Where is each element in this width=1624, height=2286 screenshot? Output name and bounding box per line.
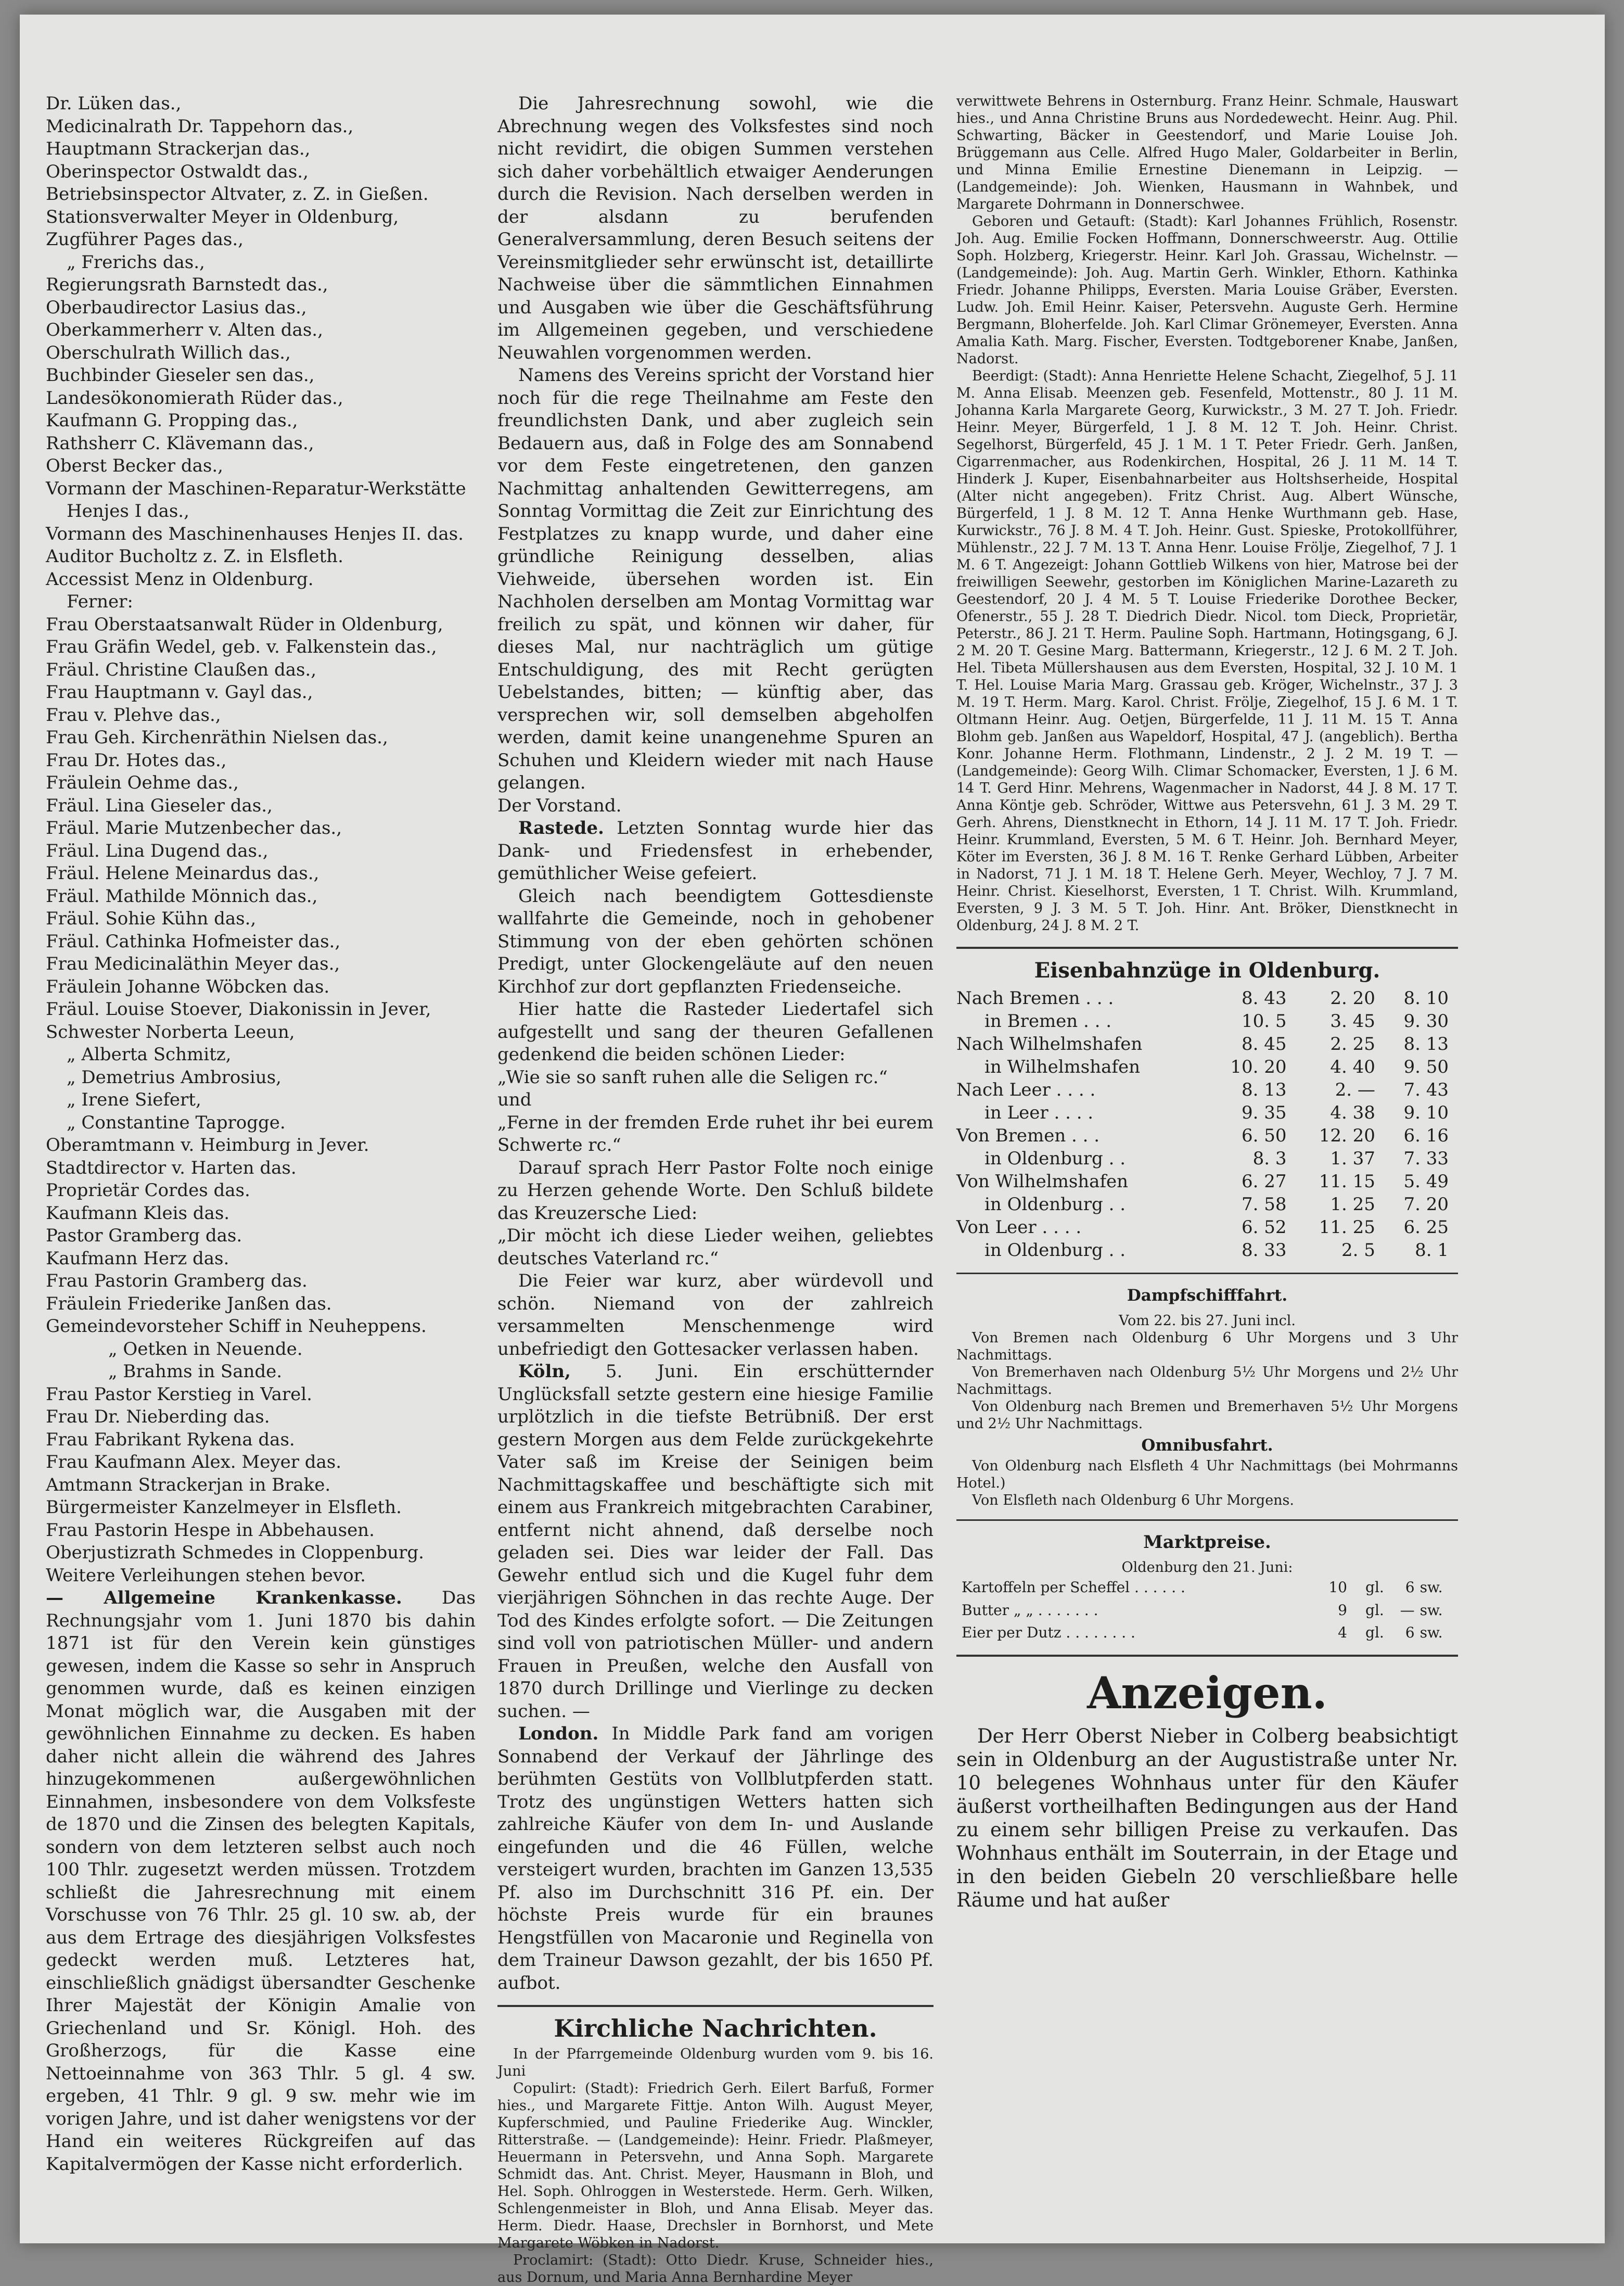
timetable-row xyxy=(956,1239,1458,1262)
time-cell: 5. 49 xyxy=(1403,1171,1449,1192)
list-item: Accessist Menz in Oldenburg. xyxy=(46,568,314,590)
price-unit: gl. xyxy=(1365,1579,1384,1596)
rastede-article xyxy=(497,817,934,885)
time-cell: 8. 13 xyxy=(1242,1079,1287,1100)
column-1 xyxy=(46,93,476,2176)
time-cell: 11. 25 xyxy=(1319,1216,1375,1238)
list-item: Kaufmann Herz das. xyxy=(46,1248,229,1269)
list-item: Oberkammerherr v. Alten das., xyxy=(46,320,323,340)
list-item: Frau Medicinaläthin Meyer das., xyxy=(46,954,340,974)
list-item: „ Brahms in Sande. xyxy=(108,1361,283,1382)
time-cell: 6. 50 xyxy=(1242,1125,1287,1146)
ads-title: Anzeigen. xyxy=(1087,1667,1327,1719)
price-value: 9 xyxy=(1338,1601,1347,1619)
column-2 xyxy=(497,93,934,2286)
timetable-row xyxy=(956,1102,1458,1125)
list-item: Rathsherr C. Klävemann das., xyxy=(46,433,314,454)
list-item: Fräul. Mathilde Mönnich das., xyxy=(46,885,318,907)
station-label: Nach Wilhelmshafen xyxy=(956,1033,1143,1055)
price-value: 6 xyxy=(1405,1624,1415,1641)
station-label: in Oldenburg . . xyxy=(984,1193,1126,1215)
article-heading: London. xyxy=(518,1723,599,1744)
list-item: Dr. Lüken das., xyxy=(46,93,182,114)
divider xyxy=(956,1655,1458,1657)
time-cell: 11. 15 xyxy=(1319,1171,1375,1192)
krankenkasse-article xyxy=(46,1587,476,2176)
schedule-line: Von Oldenburg nach Bremen und Bremerhaven 5½ Uhr Morgens und 2½ Uhr Nachmittags. xyxy=(956,1399,1458,1432)
song-quote: „Ferne in der fremden Erde ruhet ihr bei eurem Schwerte rc.“ xyxy=(497,1112,934,1155)
list-item: Schwester Norberta Leeun, xyxy=(46,1021,295,1043)
list-item: Weitere Verleihungen stehen bevor. xyxy=(46,1565,366,1586)
price-unit: gl. xyxy=(1365,1601,1384,1619)
divider xyxy=(956,1273,1458,1274)
market-row xyxy=(956,1621,1458,1644)
schedule-line: Von Elsfleth nach Oldenburg 6 Uhr Morgens. xyxy=(972,1492,1294,1508)
time-cell: 8. 10 xyxy=(1403,987,1449,1009)
time-cell: 7. 20 xyxy=(1403,1193,1449,1215)
list-item: Fräul. Sohie Kühn das., xyxy=(46,908,257,929)
time-cell: 7. 43 xyxy=(1403,1079,1449,1100)
article-body: 5. Juni. Ein erschütternder Unglücksfall setzte gestern eine hiesige Familie urplötzlich in die tiefste Betrübniß. Der erst gestern Morgen aus dem Felde zurückgekehrte Vater saß im Kreise der Seinigen beim Nachmittagskaffee und beschäftigte sich mit einem aus Frankreich mitgebrachten Carabiner, entfernt nicht ahnend, daß derselbe noch geladen sei. Dies war leider der Fall. Das Gewehr entlud sich und die Kugel fuhr dem vierjährigen Söhnchen in das rechte Auge. Der Tod des Kindes erfolgte sofort. — Die Zeitungen sind voll von patriotischen Müller- und andern Frauen in Preußen, welche den Ausfall von 1870 durch Drillinge und Vierlinge zu decken suchen. — xyxy=(497,1361,934,1722)
time-cell: 2. 5 xyxy=(1341,1239,1375,1261)
time-cell: 9. 50 xyxy=(1403,1056,1449,1077)
church-news-continued xyxy=(956,93,1458,934)
paragraph: Proclamirt: (Stadt): Otto Diedr. Kruse, Schneider hies., aus Dornum, und Maria Anna Bernhardine Meyer xyxy=(497,2252,934,2285)
price-unit: sw. xyxy=(1420,1579,1443,1596)
market-prices xyxy=(956,1576,1458,1644)
list-item: Frau Pastorin Hespe in Abbehausen. xyxy=(46,1519,375,1541)
price-unit: sw. xyxy=(1420,1624,1443,1641)
song-quote: „Wie sie so sanft ruhen alle die Seligen rc.“ xyxy=(497,1066,888,1088)
list-item: Fräul. Marie Mutzenbecher das., xyxy=(46,818,342,839)
list-item: Oberamtmann v. Heimburg in Jever. xyxy=(46,1135,369,1155)
time-cell: 7. 58 xyxy=(1242,1193,1287,1215)
list-item: Frau v. Plehve das., xyxy=(46,704,221,726)
omnibus-schedule xyxy=(956,1457,1458,1509)
list-item: Fräulein Oehme das., xyxy=(46,772,239,793)
station-label: Von Wilhelmshafen xyxy=(956,1171,1129,1192)
list-item: Oberbaudirector Lasius das., xyxy=(46,297,307,318)
time-cell: 9. 10 xyxy=(1403,1102,1449,1123)
list-item: Bürgermeister Kanzelmeyer in Elsfleth. xyxy=(46,1497,402,1518)
station-label: Nach Bremen . . . xyxy=(956,987,1114,1009)
conjunction: und xyxy=(497,1089,532,1110)
time-cell: 8. 1 xyxy=(1415,1239,1449,1261)
timetable-row xyxy=(956,1079,1458,1102)
station-label: in Oldenburg . . xyxy=(984,1148,1126,1169)
list-item: Kaufmann Kleis das. xyxy=(46,1202,230,1224)
time-cell: 8. 3 xyxy=(1252,1148,1287,1169)
list-item: Frau Dr. Nieberding das. xyxy=(46,1406,270,1427)
station-label: in Oldenburg . . xyxy=(984,1239,1126,1261)
paragraph: Hier hatte die Rasteder Liedertafel sich aufgestellt und sang der theuren Gefallenen gedenkend die beiden schönen Lieder: xyxy=(497,999,934,1065)
price-item: Kartoffeln per Scheffel . . . . . . xyxy=(962,1579,1185,1596)
section-title: Omnibusfahrt. xyxy=(1141,1436,1273,1455)
section-title: Kirchliche Nachrichten. xyxy=(554,2014,877,2042)
column-3 xyxy=(956,93,1458,1912)
station-label: Nach Leer . . . . xyxy=(956,1079,1096,1100)
time-cell: 2. 20 xyxy=(1330,987,1375,1009)
article-heading: — Allgemeine Krankenkasse. xyxy=(46,1588,402,1608)
list-item: Fräulein Friederike Janßen das. xyxy=(46,1293,332,1314)
time-cell: 8. 43 xyxy=(1242,987,1287,1009)
station-label: in Wilhelmshafen xyxy=(984,1056,1141,1077)
station-label: in Leer . . . . xyxy=(984,1102,1094,1123)
article-body: Das Rechnungsjahr vom 1. Juni 1870 bis dahin 1871 ist für den Verein kein günstiges gewesen, indem die Kasse so sehr in Anspruch genommen wurde, daß es keinen einzigen Monat möglich war, die Ausgaben mit der gewöhnlichen Einnahme zu decken. Es haben daher nicht allein die während des Jahres hinzugekommenen außergewöhnlichen Einnahmen, insbesondere von dem Volksfeste de 1870 und die Zinsen des belegten Kapitals, sondern von dem letzteren selbst auch noch 100 Thlr. zugesetzt werden müssen. Trotzdem schließt die Jahresrechnung mit einem Vorschusse von 76 Thlr. 25 gl. 10 sw. ab, der aus dem Ertrage des diesjährigen Volksfestes gedeckt werden muß. Letzteres hat, einschließlich gnädigst übersandter Geschenke Ihrer Majestät der Königin Amalie von Griechenland und Sr. Königl. Hoh. des Großherzogs, für die Kasse eine Nettoeinnahme von 363 Thlr. 5 gl. 4 sw. ergeben, 41 Thlr. 9 gl. 9 sw. mehr wie im vorigen Jahre, und ist daher wenigstens vor der Hand ein weiteres Rückgreifen auf das Kapitalvermögen der Kasse nicht erforderlich. xyxy=(46,1588,476,2175)
list-item: Fräul. Louise Stoever, Diakonissin in Jever, xyxy=(46,999,431,1020)
list-item: Frau Pastor Kerstieg in Varel. xyxy=(46,1383,312,1405)
market-date: Oldenburg den 21. Juni: xyxy=(1121,1559,1293,1576)
paragraph: verwittwete Behrens in Osternburg. Franz Heinr. Schmale, Hauswart hies., und Anna Christine Bruns aus Nordedewecht. Heinr. Aug. Phil. Schwarting, Bäcker in Geestendorf, und Marie Louise Joh. Brüggemann aus Celle. Alfred Hugo Maler, Goldarbeiter in Berlin, und Minna Emilie Ernestine Dienemann in Leipzig. — (Landgemeinde): Joh. Wienken, Hausmann in Wahnbek, und Margarete Dohrmann in Donnerschwee. xyxy=(956,93,1458,212)
ad-text: Der Herr Oberst Nieber in Colberg beabsichtigt sein in Oldenburg an der Augustistraße unter Nr. 10 belegenes Wohnhaus unter für den Käufer äußerst vortheilhaften Bedingungen aus der Hand zu einem sehr billigen Preise zu verkaufen. Das Wohnhaus enthält im Souterrain, in der Etage und in den beiden Giebeln 20 verschließbare helle Räume und hat außer xyxy=(956,1724,1458,1911)
newspaper-page xyxy=(20,15,1605,2285)
list-item: Fräul. Lina Dugend das., xyxy=(46,840,268,861)
schedule-line: Von Bremerhaven nach Oldenburg 5½ Uhr Morgens und 2½ Uhr Nachmittags. xyxy=(956,1364,1458,1398)
time-cell: 4. 40 xyxy=(1330,1056,1375,1077)
list-item: Gemeindevorsteher Schiff in Neuheppens. xyxy=(46,1316,427,1337)
list-item: Frau Kaufmann Alex. Meyer das. xyxy=(46,1452,342,1472)
time-cell: 1. 37 xyxy=(1330,1148,1375,1169)
list-item: Oberschulrath Willich das., xyxy=(46,342,291,363)
timetable-row xyxy=(956,1010,1458,1033)
list-item: „ Constantine Taprogge. xyxy=(67,1112,286,1133)
section-title: Marktpreise. xyxy=(1143,1531,1271,1553)
price-value: 6 xyxy=(1405,1579,1415,1596)
time-cell: 2. 25 xyxy=(1330,1033,1375,1055)
timetable-row xyxy=(956,1171,1458,1193)
time-cell: 12. 20 xyxy=(1319,1125,1375,1146)
list-item: Stationsverwalter Meyer in Oldenburg, xyxy=(46,206,399,227)
station-label: Von Leer . . . . xyxy=(956,1216,1082,1238)
divider xyxy=(956,1519,1458,1521)
price-value: — xyxy=(1400,1601,1415,1619)
london-article xyxy=(497,1723,934,1995)
list-item: Pastor Gramberg das. xyxy=(46,1225,242,1246)
schedule-line: Von Oldenburg nach Elsfleth 4 Uhr Nachmittags (bei Mohrmanns Hotel.) xyxy=(956,1457,1458,1491)
paragraph: In der Pfarrgemeinde Oldenburg wurden vom 9. bis 16. Juni xyxy=(497,2046,934,2079)
time-cell: 8. 13 xyxy=(1403,1033,1449,1055)
honours-list xyxy=(46,93,476,1587)
list-item: Frau Geh. Kirchenräthin Nielsen das., xyxy=(46,727,388,748)
time-cell: 2. — xyxy=(1335,1079,1375,1100)
koeln-article xyxy=(497,1361,934,1723)
divider xyxy=(497,2005,934,2007)
time-cell: 9. 35 xyxy=(1242,1102,1287,1123)
list-item: Vormann des Maschinenhauses Henjes II. das. xyxy=(46,523,464,544)
section-title: Dampfschifffahrt. xyxy=(1127,1286,1288,1305)
list-item: Kaufmann G. Propping das., xyxy=(46,410,298,431)
list-item: „ Demetrius Ambrosius, xyxy=(67,1066,282,1088)
section-title: Eisenbahnzüge in Oldenburg. xyxy=(1034,958,1380,983)
price-value: 10 xyxy=(1328,1579,1347,1596)
timetable-row xyxy=(956,1033,1458,1056)
list-item: Frau Hauptmann v. Gayl das., xyxy=(46,682,313,703)
paragraph: Copulirt: (Stadt): Friedrich Gerh. Eilert Barfuß, Former hies., und Margarete Fittje. Anton Wilh. August Meyer, Kupferschmied, und Pauline Friederike Aug. Winckler, Ritterstraße. — (Landgemeinde): Heinr. Friedr. Plaßmeyer, Heuermann in Petersvehn, und Anna Soph. Margarete Schmidt das. Ant. Christ. Meyer, Hausmann in Bloh, und Hel. Soph. Ohlroggen in Westerstede. Herm. Gerh. Wilken, Schlengenmeister in Bloh, und Anna Elisab. Meyer das. Herm. Diedr. Haase, Drechsler in Bornhorst, und Mete Margarete Wöbken in Nadorst. xyxy=(497,2080,934,2251)
list-item: Oberinspector Ostwaldt das., xyxy=(46,161,309,182)
list-item: Vormann der Maschinen-Reparatur-Werkstätte xyxy=(46,478,466,499)
church-news xyxy=(497,2046,934,2286)
time-cell: 6. 52 xyxy=(1242,1216,1287,1238)
time-cell: 10. 20 xyxy=(1230,1056,1287,1077)
list-item: Frau Dr. Hotes das., xyxy=(46,750,227,771)
song-quote: „Dir möcht ich diese Lieder weihen, geliebtes deutsches Vaterland rc.“ xyxy=(497,1225,934,1269)
steamship-schedule xyxy=(956,1329,1458,1432)
list-item: Medicinalrath Dr. Tappehorn das., xyxy=(46,116,354,137)
list-item: Zugführer Pages das., xyxy=(46,229,244,250)
schedule-line: Von Bremen nach Oldenburg 6 Uhr Morgens und 3 Uhr Nachmittags. xyxy=(956,1330,1458,1363)
list-item: Proprietär Cordes das. xyxy=(46,1180,250,1201)
time-cell: 6. 27 xyxy=(1242,1171,1287,1192)
time-cell: 4. 38 xyxy=(1330,1102,1375,1123)
time-cell: 6. 25 xyxy=(1403,1216,1449,1238)
timetable-row xyxy=(956,987,1458,1010)
list-item: „ Frerichs das., xyxy=(67,251,205,273)
article-heading: Köln, xyxy=(518,1361,571,1382)
railway-timetable xyxy=(956,987,1458,1262)
list-item: Auditor Bucholtz z. Z. in Elsfleth. xyxy=(46,546,343,567)
market-row xyxy=(956,1576,1458,1599)
date-range: Vom 22. bis 27. Juni incl. xyxy=(1118,1313,1296,1329)
list-item: Oberst Becker das., xyxy=(46,455,223,476)
price-item: Eier per Dutz . . . . . . . . xyxy=(962,1624,1135,1641)
paragraph: Darauf sprach Herr Pastor Folte noch einige zu Herzen gehende Worte. Den Schluß bildete das Kreuzersche Lied: xyxy=(497,1157,934,1224)
station-label: in Bremen . . . xyxy=(984,1010,1112,1032)
time-cell: 3. 45 xyxy=(1330,1010,1375,1032)
list-item: Buchbinder Gieseler sen das., xyxy=(46,365,315,386)
list-item: Stadtdirector v. Harten das. xyxy=(46,1157,297,1178)
time-cell: 10. 5 xyxy=(1242,1010,1287,1032)
list-item: Ferner: xyxy=(67,591,133,612)
paragraph: Die Jahresrechnung sowohl, wie die Abrechnung wegen des Volksfestes sind noch nicht revidirt, die obigen Summen verstehen sich daher vorbehältlich etwaiger Aenderungen durch die Revision. Nach derselben werden in der alsdann zu berufenden Generalversammlung, deren Besuch seitens der Vereinsmitglieder sehr erwünscht ist, detaillirte Nachweise über die sämmtlichen Einnahmen und Ausgaben wie über die Geschäftsführung im Allgemeinen gegeben, und verschiedene Neuwahlen vorgenommen werden. xyxy=(497,93,934,363)
article-body: In Middle Park fand am vorigen Sonnabend der Verkauf der Jährlinge des berühmten Gestüts von Vollblutpferden statt. Trotz des ungünstigen Wetters hatten sich zahlreiche Käufer von dem In- und Auslande eingefunden und die 46 Füllen, welche versteigert wurden, brachten im Ganzen 13,535 Pf. also im Durchschnitt 316 Pf. ein. Der höchste Preis wurde für ein braunes Hengstfüllen von Macaronie und Reginella von dem Traineur Dawson gezahlt, der bis 1650 Pf. aufbot. xyxy=(497,1723,934,1993)
time-cell: 1. 25 xyxy=(1330,1193,1375,1215)
list-item: Fräul. Lina Gieseler das., xyxy=(46,795,273,816)
list-item: Landesökonomierath Rüder das., xyxy=(46,387,343,409)
time-cell: 8. 45 xyxy=(1242,1033,1287,1055)
list-item: Fräulein Johanne Wöbcken das. xyxy=(46,976,330,997)
list-item: „ Irene Siefert, xyxy=(67,1089,201,1110)
timetable-row xyxy=(956,1216,1458,1239)
station-label: Von Bremen . . . xyxy=(956,1125,1100,1146)
timetable-row xyxy=(956,1148,1458,1171)
paragraph: Geboren und Getauft: (Stadt): Karl Johannes Frühlich, Rosenstr. Joh. Aug. Emilie Focken Hoffmann, Donnerschweerstr. Aug. Ottilie Soph. Holzberg, Kriegerstr. Heinr. Karl Joh. Grassau, Wichelnstr. — (Landgemeinde): Joh. Aug. Martin Gerh. Winkler, Ethorn. Kathinka Friedr. Johanne Philipps, Eversten. Maria Louise Gräber, Eversten. Ludw. Joh. Emil Heinr. Kaiser, Petersvehn. Auguste Gerh. Hermine Bergmann, Bloherfelde. Joh. Karl Climar Grönemeyer, Eversten. Anna Amalia Kath. Marg. Fischer, Eversten. Todtgeborener Knabe, Janßen, Nadorst. xyxy=(956,213,1458,367)
list-item: Frau Fabrikant Rykena das. xyxy=(46,1429,295,1450)
list-item: Frau Gräfin Wedel, geb. v. Falkenstein das., xyxy=(46,637,437,657)
list-item: Fräul. Helene Meinardus das., xyxy=(46,863,319,884)
article-heading: Rastede. xyxy=(518,818,604,839)
price-unit: gl. xyxy=(1365,1624,1384,1641)
price-unit: sw. xyxy=(1420,1601,1443,1619)
list-item: Regierungsrath Barnstedt das., xyxy=(46,274,328,295)
list-item: Frau Oberstaatsanwalt Rüder in Oldenburg, xyxy=(46,614,443,635)
time-cell: 6. 16 xyxy=(1403,1125,1449,1146)
list-item: Fräul. Christine Claußen das., xyxy=(46,659,317,680)
list-item: Hauptmann Strackerjan das., xyxy=(46,138,311,159)
list-item: „ Oetken in Neuende. xyxy=(108,1338,303,1360)
article-body: Letzten Sonntag wurde hier das Dank- und Friedensfest in erhebender, gemüthlicher Weise gefeiert. xyxy=(497,818,934,884)
time-cell: 7. 33 xyxy=(1403,1148,1449,1169)
time-cell: 9. 30 xyxy=(1403,1010,1449,1032)
list-item: Betriebsinspector Altvater, z. Z. in Gießen. xyxy=(46,184,429,205)
timetable-row xyxy=(956,1125,1458,1148)
price-item: Butter „ „ . . . . . . . xyxy=(962,1601,1098,1619)
signature: Der Vorstand. xyxy=(497,795,622,816)
list-item: Oberjustizrath Schmedes in Cloppenburg. xyxy=(46,1542,424,1563)
market-row xyxy=(956,1599,1458,1622)
price-value: 4 xyxy=(1338,1624,1347,1641)
list-item: Amtmann Strackerjan in Brake. xyxy=(46,1474,331,1495)
divider xyxy=(956,947,1458,949)
timetable-row xyxy=(956,1056,1458,1079)
list-item: Fräul. Cathinka Hofmeister das., xyxy=(46,931,341,952)
list-item: Henjes I das., xyxy=(67,501,189,522)
paragraph: Beerdigt: (Stadt): Anna Henriette Helene Schacht, Ziegelhof, 5 J. 11 M. Anna Elisab. Meenzen geb. Fesenfeld, Mottenstr., 80 J. 11 M. Johanna Karla Margarete Georg, Kurwickstr., 3 M. 27 T. Joh. Friedr. Heinr. Meyer, Bürgerfeld, 1 J. 8 M. 12 T. Joh. Heinr. Christ. Segelhorst, Bürgerfeld, 45 J. 1 M. 1 T. Peter Friedr. Gerh. Janßen, Cigarrenmacher, aus Rodenkirchen, Hospital, 26 J. 11 M. 14 T. Hinderk J. Kuper, Eisenbahnarbeiter aus Holtshserheide, Hospital (Alter nicht angegeben). Fritz Christ. Aug. Albert Wünsche, Bürgerfeld, 1 J. 8 M. 12 T. Anna Henke Wurthmann geb. Hase, Kurwickstr., 76 J. 8 M. 4 T. Joh. Heinr. Gust. Spieske, Protokollführer, Mühlenstr., 22 J. 7 M. 13 T. Anna Henr. Louise Frölje, Ziegelhof, 7 J. 1 M. 6 T. Angezeigt: Johann Gottlieb Wilkens von hier, Matrose bei der freiwilligen Seewehr, gestorben im Königlichen Marine-Lazareth zu Geestendorf, 20 J. 4 M. 5 T. Louise Friederike Dorothee Becker, Ofenerstr., 55 J. 28 T. Diedrich Diedr. Nicol. tom Dieck, Proprietär, Peterstr., 86 J. 21 T. Herm. Pauline Soph. Hartmann, Hotingsgang, 6 J. 2 M. 20 T. Gesine Marg. Battermann, Kriegerstr., 12 J. 6 M. 2 T. Joh. Hel. Tibeta Müllershausen aus dem Eversten, Hospital, 32 J. 10 M. 1 T. Hel. Louise Maria Marg. Grassau geb. Kröger, Wichelnstr., 37 J. 3 M. 19 T. Herm. Marg. Karol. Christ. Frölje, Ziegelhof, 15 J. 6 M. 1 T. Oltmann Heinr. Aug. Oetjen, Bürgerfelde, 11 J. 11 M. 15 T. Anna Blohm geb. Janßen aus Wapeldorf, Hospital, 47 J. (angeblich). Bertha Konr. Johanne Herm. Flothmann, Lindenstr., 2 J. 2 M. 19 T. — (Landgemeinde): Georg Wilh. Climar Schomacker, Eversten, 1 J. 6 M. 14 T. Gerd Hinr. Mehrens, Wagenmacher in Nadorst, 44 J. 8 M. 17 T. Anna Köntje geb. Schröder, Wittwe aus Petersvehn, 61 J. 3 M. 29 T. Gerh. Ahrens, Dienstknecht in Ethorn, 14 J. 11 M. 17 T. Joh. Friedr. Heinr. Krummland, Eversten, 5 M. 6 T. Heinr. Joh. Bernhard Meyer, Köter im Eversten, 36 J. 8 M. 16 T. Renke Gerhard Lübben, Arbeiter in Nadorst, 71 J. 1 M. 18 T. Helene Gerh. Meyer, Wechloy, 7 J. 7 M. Heinr. Christ. Kieselhorst, Eversten, 1 T. Christ. Wilh. Krummland, Eversten, 9 J. 3 M. 5 T. Joh. Hinr. Ant. Bröker, Dienstknecht in Oldenburg, 24 J. 8 M. 2 T. xyxy=(956,368,1458,934)
time-cell: 8. 33 xyxy=(1242,1239,1287,1261)
advertisement xyxy=(956,1724,1458,1912)
list-item: „ Alberta Schmitz, xyxy=(67,1044,232,1065)
timetable-row xyxy=(956,1193,1458,1216)
paragraph: Namens des Vereins spricht der Vorstand hier noch für die rege Theilnahme am Feste den freundlichsten Dank, und aber zugleich sein Bedauern aus, daß in Folge des am Sonnabend vor dem Feste eingetretenen, den ganzen Nachmittag anhaltenden Gewitterregens, am Sonntag Vormittag die Zeit zur Einrichtung des Festplatzes zu knapp wurde, und daher eine gründliche Reinigung desselben, alias Viehweide, übersehen worden ist. Ein Nachholen derselben am Montag Vormittag war freilich zu spät, und können wir daher, für dieses Mal, nur nachträglich um gütige Entschuldigung, des mit Recht gerügten Uebelstandes, bitten; — künftig aber, das versprechen wir, soll demselben abgeholfen werden, damit keine unangenehme Spuren an Schuhen und Kleidern wieder mit nach Hause gelangen. xyxy=(497,365,934,793)
paragraph: Gleich nach beendigtem Gottesdienste wallfahrte die Gemeinde, noch in gehobener Stimmung von der eben gehörten schönen Predigt, unter Glockengeläute auf den neuen Kirchhof zur dort gepflanzten Friedenseiche. xyxy=(497,885,934,997)
list-item: Frau Pastorin Gramberg das. xyxy=(46,1271,308,1291)
paragraph: Die Feier war kurz, aber würdevoll und schön. Niemand von der zahlreich versammelten Menschenmenge wird unbefriedigt den Gottesacker verlassen haben. xyxy=(497,1271,934,1360)
